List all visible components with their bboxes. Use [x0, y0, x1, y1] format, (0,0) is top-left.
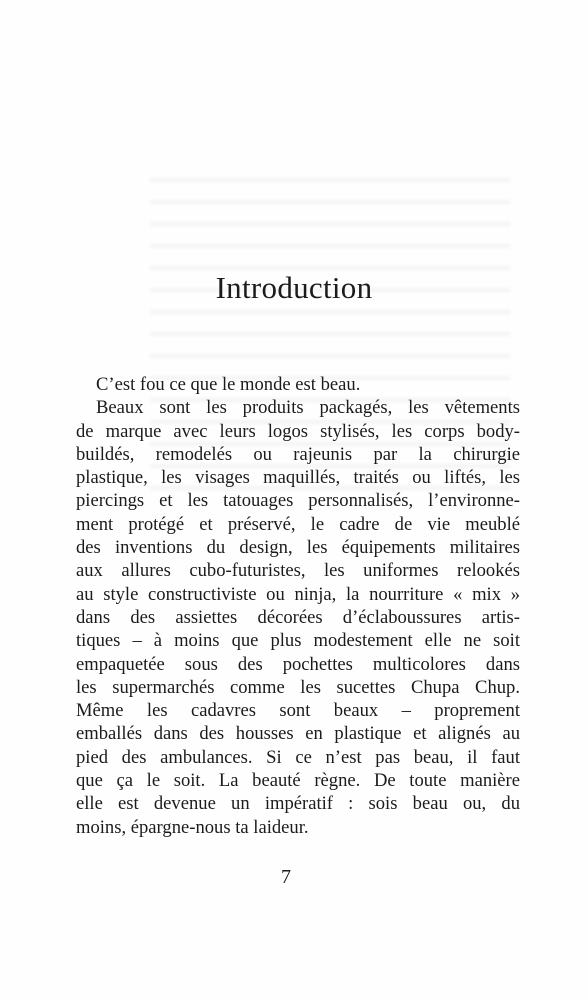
text-line: plastique, les visages maquillés, traités ou liftés, les [76, 467, 520, 489]
text-line: dans des assiettes décorées d’éclaboussures artis- [76, 606, 520, 628]
text-line: moins, épargne-nous ta laideur. [76, 816, 309, 838]
text-line: de marque avec leurs logos stylisés, les corps body- [76, 420, 520, 442]
text-line: que ça le soit. La beauté règne. De toute manière [76, 770, 520, 792]
text-line: Beaux sont les produits packagés, les vêtements [96, 397, 520, 419]
text-line: au style constructiviste ou ninja, la nourriture « mix » [76, 583, 520, 605]
text-line: elle est devenue un impératif : sois beau ou, du [76, 793, 520, 815]
body-text [76, 373, 520, 839]
text-line: les supermarchés comme les sucettes Chupa Chup. [76, 676, 520, 698]
page-number: 7 [281, 866, 291, 888]
text-line: empaquetée sous des pochettes multicolores dans [76, 653, 520, 675]
paragraph-2 [76, 396, 520, 839]
paragraph-1 [76, 373, 520, 396]
text-line: ment protégé et préservé, le cadre de vie meublé [76, 513, 520, 535]
text-line: buildés, remodelés ou rajeunis par la chirurgie [76, 443, 520, 465]
text-line: des inventions du design, les équipements militaires [76, 537, 520, 559]
text-line: aux allures cubo-futuristes, les uniformes relookés [76, 560, 520, 582]
chapter-title: Introduction [215, 270, 373, 305]
text-line: tiques – à moins que plus modestement elle ne soit [76, 630, 520, 652]
text-line: emballés dans des housses en plastique et alignés au [76, 723, 520, 745]
text-line: piercings et les tatouages personnalisés, l’environne- [76, 490, 520, 512]
text-line: C’est fou ce que le monde est beau. [96, 374, 361, 395]
text-line: pied des ambulances. Si ce n’est pas beau, il faut [76, 746, 520, 768]
text-line: Même les cadavres sont beaux – proprement [76, 700, 520, 722]
